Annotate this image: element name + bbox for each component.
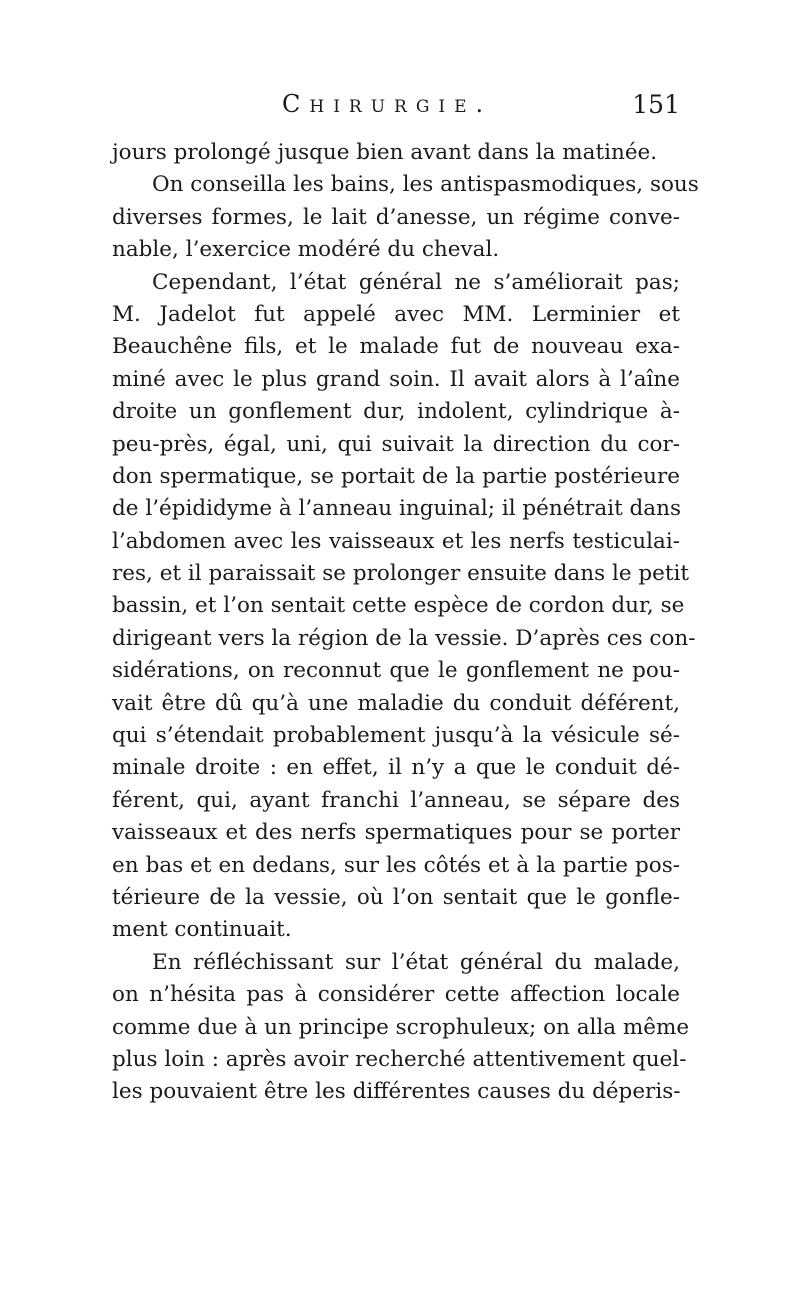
text-line: on n’hésita pas à considérer cette affection locale bbox=[112, 982, 680, 1008]
text-line: en bas et en dedans, sur les côtés et à la partie pos- bbox=[112, 852, 680, 878]
text-line: nable, l’exercice modéré du cheval. bbox=[112, 237, 500, 263]
text-line: On conseilla les bains, les antispasmodiques, sous bbox=[152, 172, 699, 198]
text-line: minale droite : en effet, il n’y a que le conduit dé- bbox=[112, 755, 680, 781]
text-line: ment continuait. bbox=[112, 917, 292, 943]
text-line: l’abdomen avec les vaisseaux et les nerfs testiculai- bbox=[112, 528, 680, 554]
text-line: Cependant, l’état général ne s’améliorait pas; bbox=[152, 269, 680, 295]
text-line: qui s’étendait probablement jusqu’à la vésicule sé- bbox=[112, 723, 680, 749]
text-line: miné avec le plus grand soin. Il avait alors à l’aîne bbox=[112, 366, 680, 392]
text-line: bassin, et l’on sentait cette espèce de cordon dur, se bbox=[112, 593, 685, 619]
text-line: de l’épididyme à l’anneau inguinal; il pénétrait dans bbox=[112, 496, 682, 522]
text-line: plus loin : après avoir recherché attentivement quel- bbox=[112, 1046, 687, 1072]
text-line: vait être dû qu’à une maladie du conduit déférent, bbox=[112, 690, 680, 716]
text-line: vaisseaux et des nerfs spermatiques pour se porter bbox=[112, 820, 680, 846]
body-text bbox=[112, 137, 699, 1109]
text-line: res, et il paraissait se prolonger ensuite dans le petit bbox=[112, 561, 690, 587]
text-line: don spermatique, se portait de la partie postérieure bbox=[112, 463, 680, 489]
text-line: les pouvaient être les différentes causes du déperis- bbox=[112, 1079, 681, 1105]
text-line: En réfléchissant sur l’état général du malade, bbox=[152, 949, 680, 975]
text-line: férent, qui, ayant franchi l’anneau, se sépare des bbox=[112, 787, 680, 813]
text-line: droite un gonflement dur, indolent, cylindrique à- bbox=[112, 399, 680, 425]
text-line: diverses formes, le lait d’anesse, un régime conve- bbox=[112, 204, 680, 230]
text-line: jours prolongé jusque bien avant dans la matinée. bbox=[112, 140, 658, 165]
text-line: comme due à un principe scrophuleux; on alla même bbox=[112, 1014, 690, 1040]
text-line: Beauchêne fils, et le malade fut de nouveau exa- bbox=[112, 334, 680, 360]
page-number: 151 bbox=[632, 90, 680, 119]
running-head bbox=[112, 88, 680, 128]
text-line: térieure de la vessie, où l’on sentait que le gonfle- bbox=[112, 884, 680, 910]
text-line: sidérations, on reconnut que le gonflement ne pou- bbox=[112, 658, 680, 684]
running-title: Chirurgie. bbox=[282, 90, 493, 118]
text-line: dirigeant vers la région de la vessie. D’après ces con- bbox=[112, 625, 696, 651]
text-line: peu-près, égal, uni, qui suivait la direction du cor- bbox=[112, 431, 680, 457]
text-line: M. Jadelot fut appelé avec MM. Lerminier et bbox=[112, 301, 680, 327]
